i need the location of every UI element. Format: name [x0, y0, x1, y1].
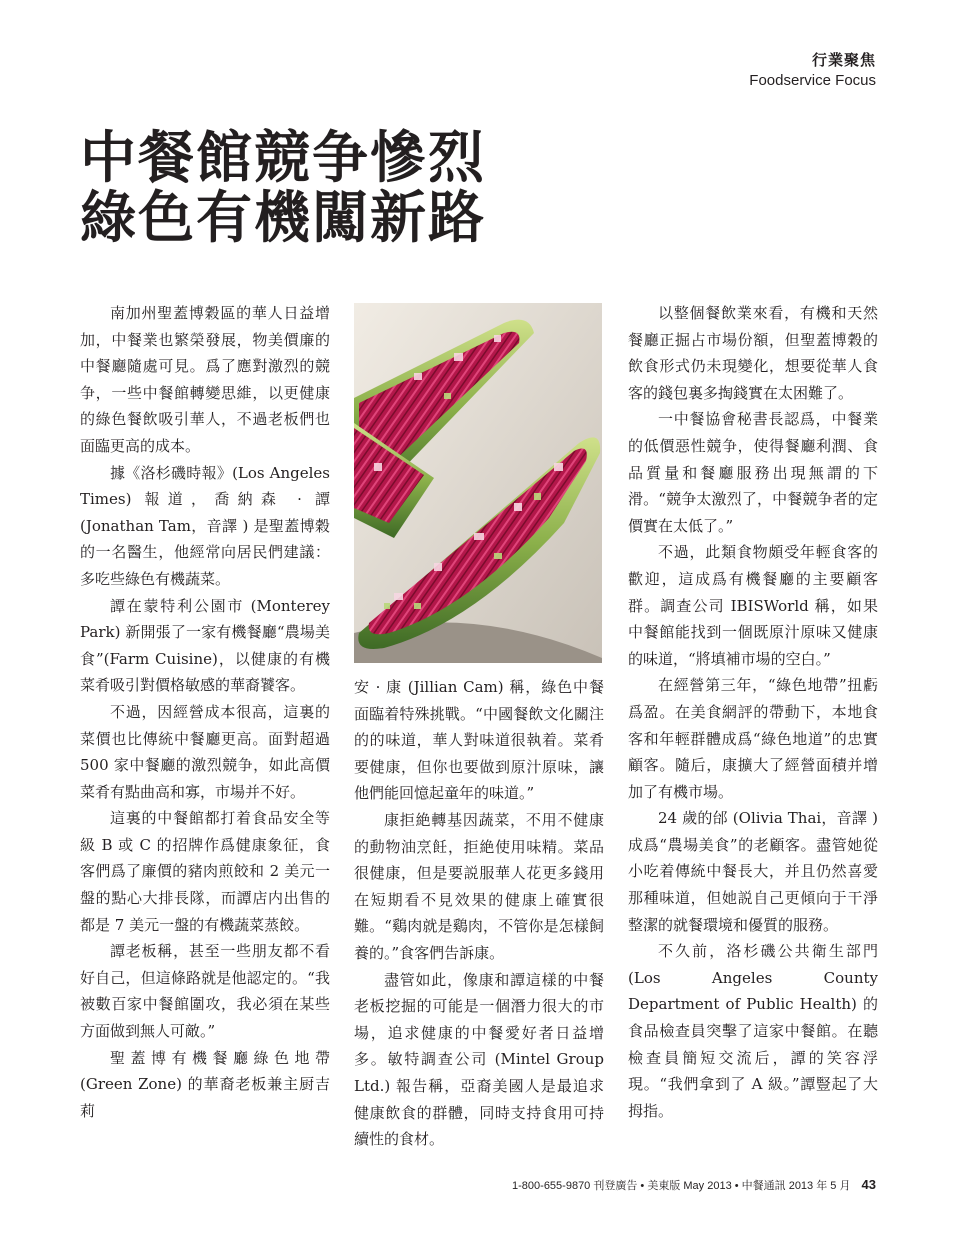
paragraph: 在經營第三年，“綠色地帶”扭虧爲盈。在美食網評的帶動下，本地食客和年輕群體成爲“綠色地道”的忠實顧客。隨后，康擴大了經營面積并增加了有機市場。 — [628, 676, 878, 801]
article-column-1 — [80, 300, 330, 1124]
paragraph: 盡管如此，像康和譚這樣的中餐老板挖掘的可能是一個潛力很大的市場，追求健康的中餐愛好者日益增多。敏特調查公司 (Mintel Group Ltd.) 報告稱，亞裔美國人是最追求健康飲食的群體，同時支持食用可持續性的食材。 — [354, 970, 604, 1149]
paragraph: 不久前，洛杉磯公共衛生部門 (Los Angeles County Department of Public Health) 的食品檢查員突擊了這家中餐館。在聽檢查員簡短交流后，譚的笑容浮現。“我們拿到了 A 級。”譚豎起了大拇指。 — [628, 942, 878, 1120]
paragraph: 這裏的中餐館都打着食品安全等級 B 或 C 的招牌作爲健康象征，食客們爲了廉價的豬肉煎餃和 2 美元一盤的點心大排長隊，而譚店内出售的都是 7 美元一盤的有機蔬菜蒸餃。 — [80, 809, 330, 934]
paragraph: 據《洛杉磯時報》(Los Angeles Times) 報道，喬納森 · 譚 (Jonathan Tam，音譯 ) 是聖蓋博穀的一名醫生，他經常向居民們建議：多吃些綠色有機蔬菜。 — [80, 463, 330, 588]
section-header — [749, 50, 876, 92]
paragraph: 康拒絶轉基因蔬菜，不用不健康的動物油烹飪，拒絶使用味精。菜品很健康，但是要説服華人花更多錢用在短期看不見效果的健康上確實很難。“鷄肉就是鷄肉，不管你是怎樣飼養的。”食客們告訴康。 — [354, 810, 604, 962]
section-label-en: Foodservice Focus — [749, 72, 876, 89]
footer-text: 1-800-655-9870 刊登廣告 • 美東版 May 2013 • 中餐通訊 2013 年 5 月 — [512, 1180, 851, 1192]
page-footer — [512, 1177, 876, 1193]
title-line-1: 中餐館競争慘烈 — [80, 125, 486, 191]
paragraph: 聖蓋博有機餐廳綠色地帶 (Green Zone) 的華裔老板兼主厨吉莉 — [80, 1048, 330, 1120]
paragraph: 不過，此類食物頗受年輕食客的歡迎，這成爲有機餐廳的主要顧客群。調查公司 IBISWorld 稱，如果中餐館能找到一個既原汁原味又健康的味道，“將填補市場的空白。” — [628, 543, 878, 668]
paragraph: 24 歲的邰 (Olivia Thai，音譯 ) 成爲“農場美食”的老顧客。盡管她從小吃着傳統中餐長大，并且仍然喜愛那種味道，但她説自己更傾向于干淨整潔的就餐環境和優質的服務。 — [628, 809, 878, 934]
paragraph: 以整個餐飲業來看，有機和天然餐廳正掘占市場份額，但聖蓋博穀的飲食形式仍未現變化，想要從華人食客的錢包裏多掏錢實在太困難了。 — [628, 304, 878, 402]
article-column-3 — [628, 300, 878, 1124]
article-title — [80, 125, 486, 251]
paragraph: 一中餐協會秘書長認爲，中餐業的低價惡性競争，使得餐廳利潤、食品質量和餐廳服務出現無謂的下滑。“競争太激烈了，中餐競争者的定價實在太低了。” — [628, 410, 878, 535]
paragraph: 譚在蒙特利公園市 (Monterey Park) 新開張了一家有機餐廳“農場美食”(Farm Cuisine)，以健康的有機菜肴吸引對價格敏感的華裔饕客。 — [80, 596, 330, 695]
food-photo-cucumber-beet-salad-icon — [354, 303, 602, 663]
section-label-cn: 行業聚焦 — [811, 51, 876, 69]
article-column-2 — [354, 674, 604, 1153]
paragraph: 南加州聖蓋博穀區的華人日益增加，中餐業也繁榮發展，物美價廉的中餐廳隨處可見。爲了應對激烈的競争，一些中餐館轉變思維，以更健康的綠色餐飲吸引華人，不過老板們也面臨更高的成本。 — [80, 304, 330, 455]
food-photo — [354, 303, 602, 663]
title-line-2: 綠色有機闖新路 — [80, 185, 486, 251]
page-number: 43 — [861, 1177, 876, 1192]
paragraph: 不過，因經營成本很高，這裏的菜價也比傳統中餐廳更高。面對超過 500 家中餐廳的激烈競争，如此高價菜肴有點曲高和寡，市場并不好。 — [80, 702, 330, 801]
paragraph: 安 · 康 (Jillian Cam) 稱，綠色中餐面臨着特殊挑戰。“中國餐飲文化關注的的味道，華人對味道很執着。菜肴要健康，但你也要做到原汁原味，讓他們能回憶起童年的味道。” — [354, 678, 604, 803]
paragraph: 譚老板稱，甚至一些朋友都不看好自己，但這條路就是他認定的。“我被數百家中餐館圍攻，我必須在某些方面做到無人可敵。” — [80, 942, 330, 1041]
